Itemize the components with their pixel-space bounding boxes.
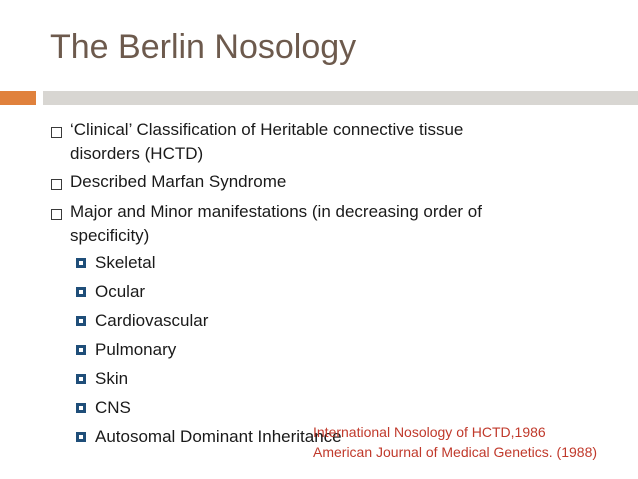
title-divider xyxy=(43,91,638,105)
slide-title: The Berlin Nosology xyxy=(50,28,357,66)
bullet-box-icon xyxy=(51,127,62,138)
citation-line-2: American Journal of Medical Genetics. (1988) xyxy=(313,444,598,460)
sub-bullet-icon xyxy=(76,287,86,297)
sub-bullet-icon xyxy=(76,374,86,384)
sub-bullet-icon xyxy=(76,432,86,442)
bullet-text: Major and Minor manifestations (in decreasing order of specificity) xyxy=(70,202,482,245)
bullet-text: Described Marfan Syndrome xyxy=(70,172,287,191)
sub-bullet-text: Autosomal Dominant Inheritance xyxy=(95,427,342,446)
bullet-box-icon xyxy=(51,179,62,190)
sub-bullet-icon xyxy=(76,258,86,268)
bullet-box-icon xyxy=(51,209,62,220)
sub-bullet-text: Skeletal xyxy=(95,253,156,272)
bullet-text: ‘Clinical’ Classification of Heritable connective tissue disorders (HCTD) xyxy=(70,120,464,163)
sub-bullet-text: Skin xyxy=(95,369,129,388)
sub-bullet-icon xyxy=(76,345,86,355)
sub-bullet-icon xyxy=(76,316,86,326)
sub-bullet-text: Pulmonary xyxy=(95,340,177,359)
sub-bullet-icon xyxy=(76,403,86,413)
sub-bullet-text: CNS xyxy=(95,398,131,417)
sub-bullet-text: Ocular xyxy=(95,282,146,301)
accent-bar xyxy=(0,91,36,105)
sub-bullet-text: Cardiovascular xyxy=(95,311,209,330)
citation-line-1: International Nosology of HCTD,1986 xyxy=(313,424,546,440)
